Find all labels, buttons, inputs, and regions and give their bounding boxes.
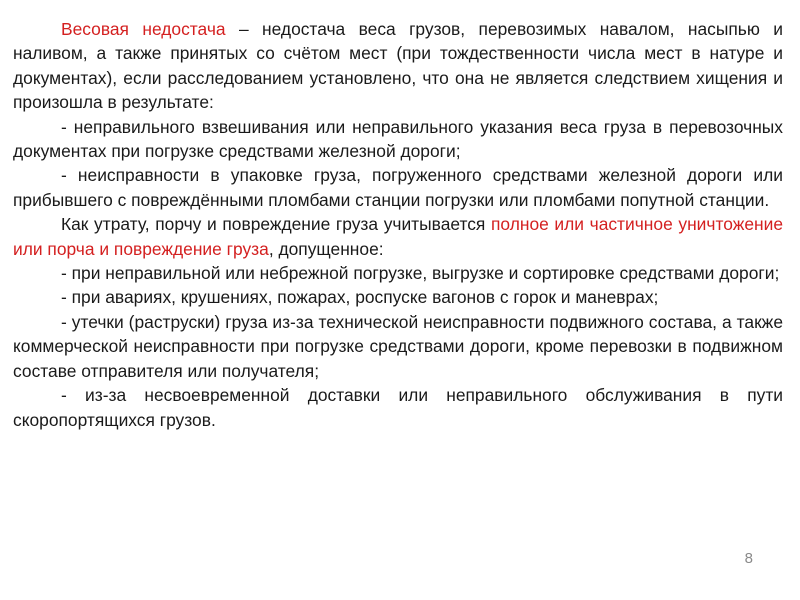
- list-item-text: - при неправильной или небрежной погрузке, выгрузке и сортировке средствами дороги;: [61, 263, 780, 284]
- list-item-packaging: [13, 163, 783, 212]
- paragraph-definition: [13, 17, 783, 115]
- loss-intro-text: Как утрату, порчу и повреждение груза учитывается: [61, 214, 491, 235]
- list-item-text: - неисправности в упаковке груза, погруженного средствами железной дороги или прибывшего с повреждёнными пломбами станции погрузки или пломбами попутной станции.: [13, 165, 783, 210]
- page-number: 8: [744, 550, 753, 567]
- slide-body: [13, 17, 783, 432]
- definition-text: – недостача веса грузов, перевозимых навалом, насыпью и наливом, а также принятых со счётом мест (при тождественности числа мест в натуре и документах), если расследованием установлено, что она не является следствием хищения и произошла в результате:: [13, 19, 783, 113]
- list-item-loading: [13, 261, 783, 285]
- list-item-delivery: [13, 383, 783, 432]
- list-item-leakage: [13, 310, 783, 383]
- term-weight-shortage: Весовая недостача: [61, 19, 226, 39]
- list-item-text: - утечки (раструски) груза из-за технической неисправности подвижного состава, а также коммерческой неисправности при погрузке средствами дороги, кроме перевозки в подвижном составе отправителя или получателя;: [13, 311, 783, 381]
- term-destruction-damage: полное или частичное уничтожение или порча и повреждение груза: [13, 214, 783, 259]
- list-item-text: - неправильного взвешивания или неправильного указания веса груза в перевозочных документах при погрузке средствами железной дороги;: [13, 116, 783, 162]
- list-item-accidents: [13, 285, 783, 309]
- paragraph-loss-definition: [13, 212, 783, 261]
- list-item-weighing: [13, 115, 783, 164]
- loss-tail-text: , допущенное:: [268, 238, 384, 259]
- list-item-text: - из-за несвоевременной доставки или неправильного обслуживания в пути скоропортящихся грузов.: [13, 385, 783, 430]
- list-item-text: - при авариях, крушениях, пожарах, роспуске вагонов с горок и маневрах;: [61, 287, 659, 308]
